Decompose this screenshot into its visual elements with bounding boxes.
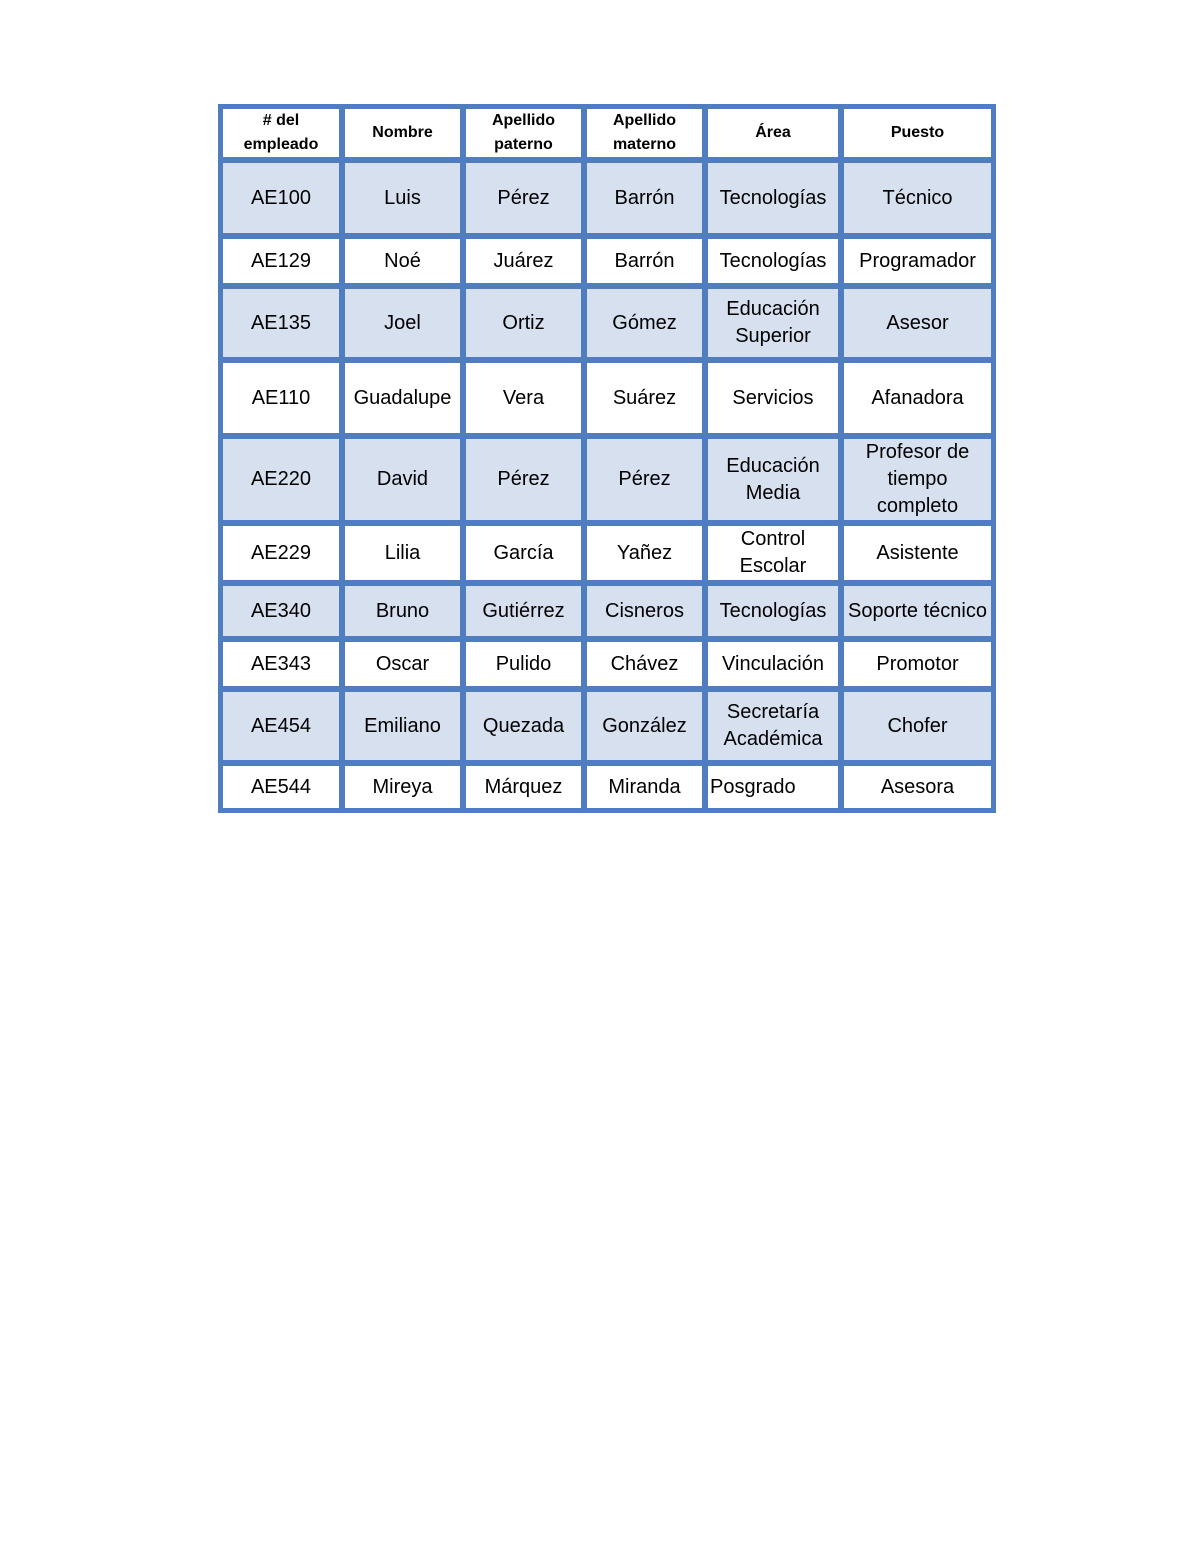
header-apellido-materno: Apellido materno <box>584 106 705 160</box>
table-row <box>220 286 994 360</box>
cell-puesto: Profesor de tiempo completo <box>841 436 994 523</box>
header-puesto: Puesto <box>841 106 994 160</box>
cell-puesto: Asesora <box>841 763 994 811</box>
table-row <box>220 360 994 436</box>
cell-id: AE135 <box>220 286 342 360</box>
table-row <box>220 583 994 639</box>
cell-id: AE544 <box>220 763 342 811</box>
cell-area: Educación Media <box>705 436 841 523</box>
cell-nombre: Joel <box>342 286 463 360</box>
cell-area: Tecnologías <box>705 160 841 236</box>
cell-puesto: Programador <box>841 236 994 286</box>
cell-apellido-materno: Suárez <box>584 360 705 436</box>
cell-nombre: Guadalupe <box>342 360 463 436</box>
cell-puesto: Chofer <box>841 689 994 763</box>
cell-id: AE100 <box>220 160 342 236</box>
header-area: Área <box>705 106 841 160</box>
cell-apellido-paterno: Pérez <box>463 436 584 523</box>
cell-id: AE340 <box>220 583 342 639</box>
cell-area: Tecnologías <box>705 583 841 639</box>
cell-id: AE454 <box>220 689 342 763</box>
cell-apellido-paterno: Pulido <box>463 639 584 689</box>
cell-nombre: Emiliano <box>342 689 463 763</box>
cell-apellido-paterno: Pérez <box>463 160 584 236</box>
cell-nombre: Luis <box>342 160 463 236</box>
header-id: # del empleado <box>220 106 342 160</box>
cell-nombre: Lilia <box>342 523 463 583</box>
cell-area: Secretaría Académica <box>705 689 841 763</box>
cell-id: AE129 <box>220 236 342 286</box>
cell-nombre: Bruno <box>342 583 463 639</box>
header-apellido-paterno: Apellido paterno <box>463 106 584 160</box>
cell-area: Educación Superior <box>705 286 841 360</box>
cell-apellido-paterno: Ortiz <box>463 286 584 360</box>
cell-puesto: Promotor <box>841 639 994 689</box>
employees-table <box>218 104 996 813</box>
cell-apellido-materno: Gómez <box>584 286 705 360</box>
table-row <box>220 689 994 763</box>
table-row <box>220 436 994 523</box>
header-row <box>220 106 994 160</box>
cell-puesto: Asistente <box>841 523 994 583</box>
cell-id: AE110 <box>220 360 342 436</box>
cell-apellido-materno: Pérez <box>584 436 705 523</box>
cell-apellido-paterno: García <box>463 523 584 583</box>
cell-id: AE229 <box>220 523 342 583</box>
cell-apellido-paterno: Juárez <box>463 236 584 286</box>
cell-area: Tecnologías <box>705 236 841 286</box>
cell-apellido-paterno: Márquez <box>463 763 584 811</box>
table-row <box>220 236 994 286</box>
cell-apellido-materno: Cisneros <box>584 583 705 639</box>
cell-apellido-paterno: Vera <box>463 360 584 436</box>
table-row <box>220 639 994 689</box>
cell-area: Vinculación <box>705 639 841 689</box>
cell-puesto: Técnico <box>841 160 994 236</box>
cell-area: Posgrado <box>705 763 841 811</box>
table-row <box>220 763 994 811</box>
cell-apellido-materno: Chávez <box>584 639 705 689</box>
cell-area: Control Escolar <box>705 523 841 583</box>
cell-apellido-materno: Barrón <box>584 236 705 286</box>
cell-puesto: Afanadora <box>841 360 994 436</box>
cell-apellido-paterno: Gutiérrez <box>463 583 584 639</box>
cell-nombre: Oscar <box>342 639 463 689</box>
cell-nombre: Mireya <box>342 763 463 811</box>
cell-apellido-materno: González <box>584 689 705 763</box>
cell-id: AE343 <box>220 639 342 689</box>
cell-area: Servicios <box>705 360 841 436</box>
table-row <box>220 523 994 583</box>
cell-puesto: Soporte técnico <box>841 583 994 639</box>
cell-nombre: Noé <box>342 236 463 286</box>
cell-id: AE220 <box>220 436 342 523</box>
cell-apellido-materno: Barrón <box>584 160 705 236</box>
cell-apellido-materno: Yañez <box>584 523 705 583</box>
cell-puesto: Asesor <box>841 286 994 360</box>
cell-apellido-materno: Miranda <box>584 763 705 811</box>
cell-nombre: David <box>342 436 463 523</box>
table-row <box>220 160 994 236</box>
header-nombre: Nombre <box>342 106 463 160</box>
cell-apellido-paterno: Quezada <box>463 689 584 763</box>
